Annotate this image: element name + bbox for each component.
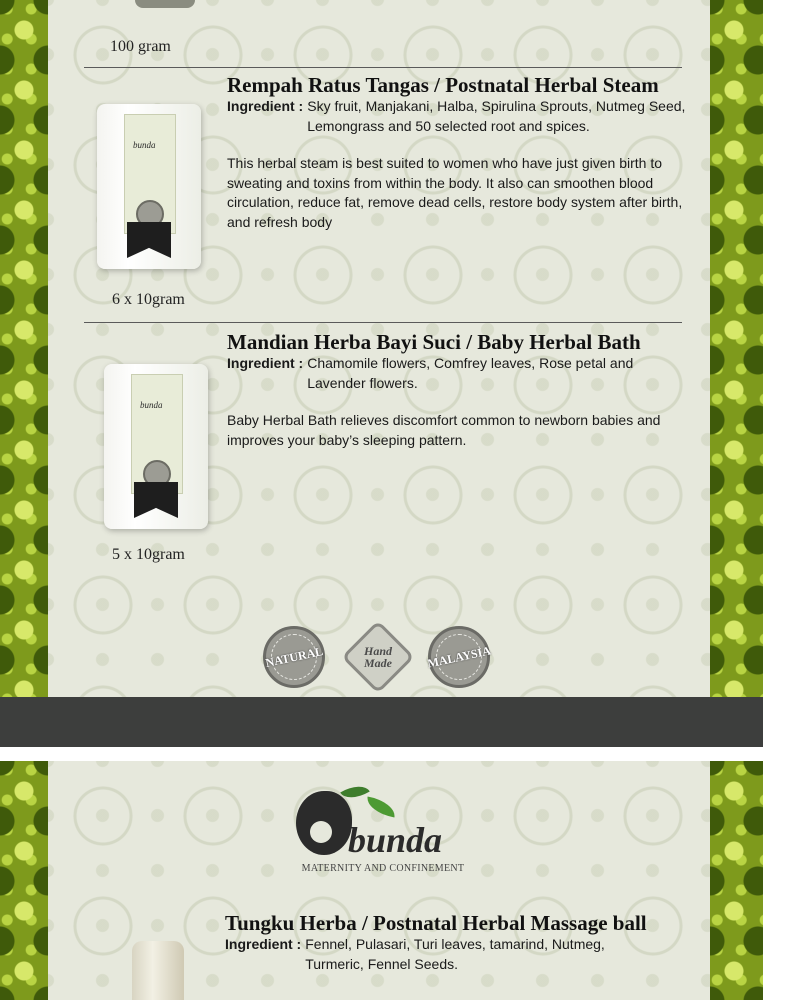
product-weight: 100 gram — [110, 38, 171, 55]
product-ingredients — [227, 97, 687, 136]
ingredient-label: Ingredient : — [227, 355, 304, 371]
ingredient-text: Sky fruit, Manjakani, Halba, Spirulina Sprouts, Nutmeg Seed, Lemongrass and 50 selected root and spices. — [307, 98, 686, 134]
malaysia-badge-icon: MALAYSIA — [428, 626, 490, 688]
pouch-ribbon — [134, 482, 178, 518]
product-description: This herbal steam is best suited to women who have just given birth to sweating and toxins from within the body. It also can smoothen blood circulation, reduce fat, remove dead cells, restore body system after birth, and refresh body — [227, 155, 683, 230]
bunda-logo — [288, 785, 478, 880]
paisley-border-right — [710, 761, 763, 1000]
ingredient-text: Fennel, Pulasari, Turi leaves, tamarind, Nutmeg, Turmeric, Fennel Seeds. — [305, 936, 605, 972]
logo-wordmark: bunda — [348, 820, 443, 860]
pouch-logo: bunda — [133, 140, 156, 150]
pouch-logo: bunda — [140, 400, 163, 410]
handmade-badge-icon: Hand Made — [341, 620, 415, 694]
divider — [84, 322, 682, 323]
herbal-steam-pouch-image — [97, 104, 201, 269]
ingredient-label: Ingredient : — [225, 936, 302, 952]
product-jar-partial — [135, 0, 195, 8]
logo-tagline: MATERNITY AND CONFINEMENT — [301, 863, 465, 874]
natural-badge-icon: NATURAL — [263, 626, 325, 688]
product-ingredients — [227, 354, 687, 393]
mother-child-icon — [296, 791, 352, 855]
product-description: Baby Herbal Bath relieves discomfort common to newborn babies and improves your baby’s sleeping pattern. — [227, 412, 661, 448]
massage-ball-image — [132, 941, 184, 1000]
ingredient-text: Chamomile flowers, Comfrey leaves, Rose petal and Lavender flowers. — [307, 355, 634, 391]
brochure-page-bottom — [0, 761, 763, 1000]
paisley-border-right — [710, 0, 763, 697]
product-title: Tungku Herba / Postnatal Herbal Massage ball — [225, 911, 647, 935]
product-title: Mandian Herba Bayi Suci / Baby Herbal Bath — [227, 330, 641, 354]
pouch-ribbon — [127, 222, 171, 258]
product-ingredients — [225, 935, 645, 974]
product-weight: 6 x 10gram — [112, 291, 185, 308]
paisley-border-left — [0, 761, 48, 1000]
paisley-border-left — [0, 0, 48, 697]
baby-bath-pouch-image — [104, 364, 208, 529]
leaf-icon — [365, 797, 397, 818]
page-separator-band — [0, 697, 763, 747]
product-title: Rempah Ratus Tangas / Postnatal Herbal Steam — [227, 73, 659, 97]
divider — [84, 67, 682, 68]
ingredient-label: Ingredient : — [227, 98, 304, 114]
product-weight: 5 x 10gram — [112, 546, 185, 563]
